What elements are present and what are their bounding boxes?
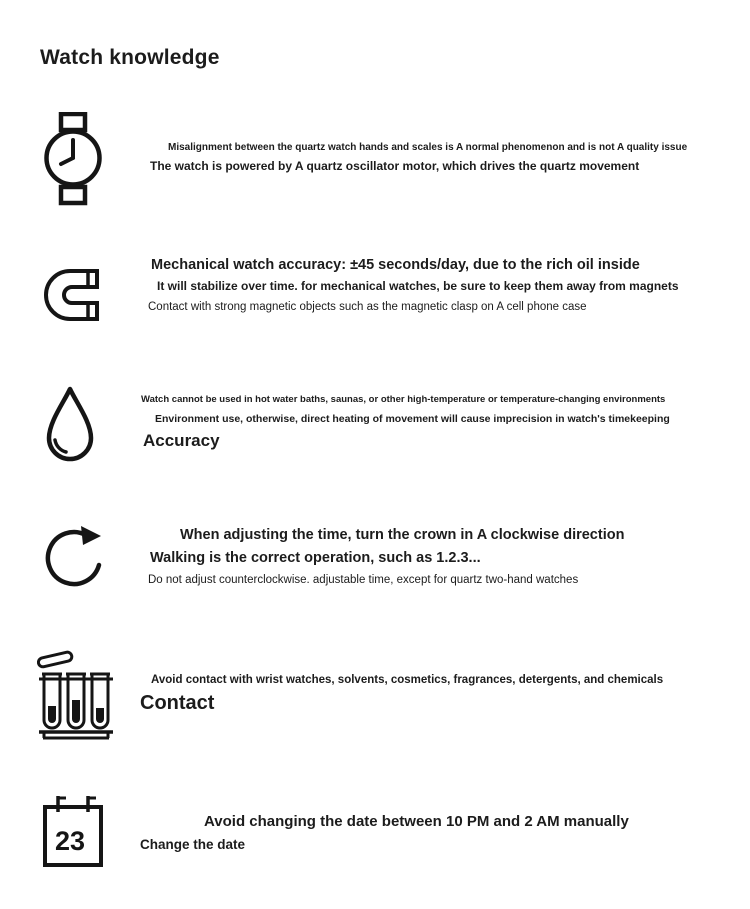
magnet-icon bbox=[42, 267, 100, 323]
temperature-detail-line: Environment use, otherwise, direct heating of movement will cause imprecision in watch's timekeeping bbox=[155, 413, 670, 425]
accuracy-heading: Accuracy bbox=[143, 431, 220, 450]
contact-heading: Contact bbox=[140, 692, 215, 714]
chemicals-note-line: Avoid contact with wrist watches, solvents, cosmetics, fragrances, detergents, and chemicals bbox=[151, 674, 664, 686]
section-temperature-accuracy bbox=[141, 394, 670, 451]
calendar-icon bbox=[42, 793, 104, 869]
test-tubes-icon bbox=[37, 648, 115, 740]
crown-note-line: Do not adjust counterclockwise. adjustable time, except for quartz two-hand watches bbox=[148, 574, 579, 586]
crown-subline: Walking is the correct operation, such as 1.2.3... bbox=[150, 550, 481, 566]
magnet-note-line-1: It will stabilize over time. for mechanical watches, be sure to keep them away from magnets bbox=[157, 279, 679, 293]
section-date-change bbox=[140, 813, 629, 852]
magnet-note-line-2: Contact with strong magnetic objects such as the magnetic clasp on A cell phone case bbox=[148, 301, 587, 313]
section-chemical-contact bbox=[140, 674, 663, 715]
water-drop-icon bbox=[42, 384, 98, 464]
magnet-headline: Mechanical watch accuracy: ±45 seconds/day, due to the rich oil inside bbox=[151, 257, 640, 273]
page-title: Watch knowledge bbox=[40, 46, 220, 70]
clockwise-arrow-icon bbox=[42, 524, 106, 590]
temperature-note-line: Watch cannot be used in hot water baths, saunas, or other high-temperature or temperature-changing environments bbox=[141, 394, 666, 405]
section-quartz-movement bbox=[150, 142, 687, 173]
wristwatch-icon bbox=[44, 112, 104, 209]
quartz-note-line: Misalignment between the quartz watch hands and scales is A normal phenomenon and is not A quality issue bbox=[168, 142, 688, 153]
date-headline: Avoid changing the date between 10 PM and 2 AM manually bbox=[204, 813, 629, 830]
calendar-day-number: 23 bbox=[54, 826, 86, 856]
crown-headline: When adjusting the time, turn the crown in A clockwise direction bbox=[180, 527, 625, 543]
quartz-headline: The watch is powered by A quartz oscillator motor, which drives the quartz movement bbox=[150, 159, 640, 173]
section-magnetism bbox=[148, 257, 679, 313]
section-crown-adjustment bbox=[148, 527, 624, 586]
change-date-heading: Change the date bbox=[140, 837, 246, 852]
